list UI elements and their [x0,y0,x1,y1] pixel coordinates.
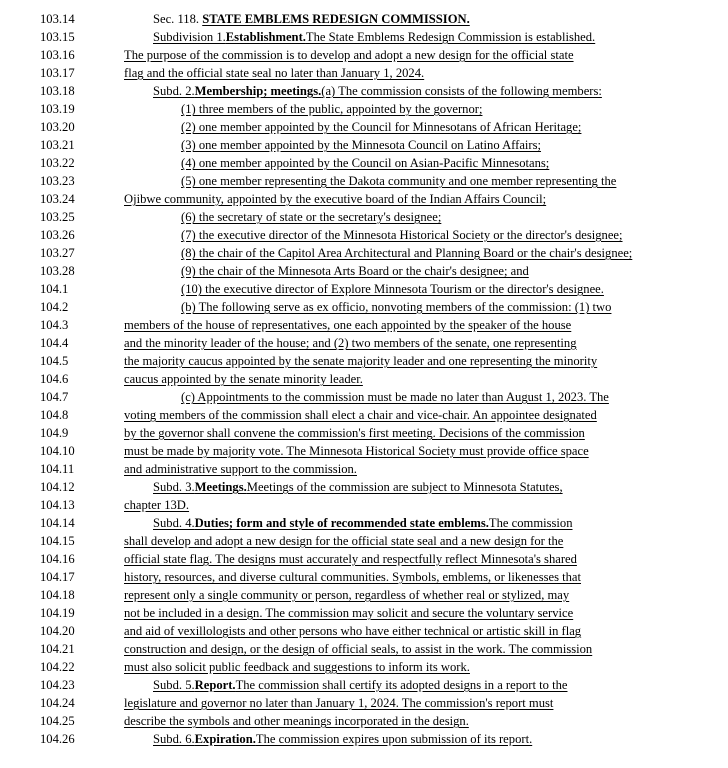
document-line [0,226,728,244]
text-run: Subd. 6. [153,732,195,746]
line-number: 104.9 [40,426,69,440]
document-line [0,100,728,118]
document-line [0,550,728,568]
document-line [0,244,728,262]
section-heading: Expiration. [194,732,256,746]
document-line [0,208,728,226]
line-text [124,694,553,712]
text-run: (4) one member appointed by the Council on Asian-Pacific Minnesotans; [181,156,550,170]
line-text [181,136,541,154]
line-number: 104.13 [40,498,75,512]
line-text [124,550,577,568]
line-number: 103.28 [40,264,75,278]
line-number: 104.11 [40,462,75,476]
line-number: 104.26 [40,732,75,746]
line-text [124,658,470,676]
line-number: 104.21 [40,642,75,656]
text-run: (a) The commission consists of the following members: [321,84,602,98]
document-line [0,316,728,334]
line-text [181,172,616,190]
document-line [0,136,728,154]
text-run: members of the house of representatives, one each appointed by the speaker of the house [124,318,572,332]
section-heading: Membership; meetings. [194,84,322,98]
line-text [181,208,441,226]
text-run: the majority caucus appointed by the senate majority leader and one representing the minority [124,354,598,368]
section-heading: Meetings. [194,480,247,494]
document-line [0,604,728,622]
line-text [124,352,597,370]
text-run: represent only a single community or person, regardless of whether real or stylized, may [124,588,570,602]
line-number: 104.22 [40,660,75,674]
line-number: 103.20 [40,120,75,134]
document-line [0,694,728,712]
text-run: Subdivision 1. [153,30,226,44]
line-number: 104.14 [40,516,75,530]
text-run: history, resources, and diverse cultural communities. Symbols, emblems, or likenesses that [124,570,582,584]
line-text [181,244,632,262]
line-number: 103.26 [40,228,75,242]
text-run: (6) the secretary of state or the secretary's designee; [181,210,442,224]
document-line [0,352,728,370]
line-text [124,442,589,460]
document-line [0,514,728,532]
line-text [124,424,585,442]
document-line [0,460,728,478]
text-run: legislature and governor no later than January 1, 2024. The commission's report must [124,696,554,710]
section-heading: STATE EMBLEMS REDESIGN COMMISSION. [202,12,470,26]
line-text [153,28,595,46]
document-line [0,442,728,460]
document-line [0,532,728,550]
document-line [0,730,728,748]
line-number: 103.14 [40,12,75,26]
document-line [0,388,728,406]
document-line [0,154,728,172]
line-text [181,280,604,298]
text-run: by the governor shall convene the commission's first meeting. Decisions of the commission [124,426,585,440]
line-text [124,64,424,82]
text-run: Subd. 5. [153,678,195,692]
text-run: Subd. 2. [153,84,195,98]
text-run: (10) the executive director of Explore Minnesota Tourism or the director's designee. [181,282,604,296]
text-run: (5) one member representing the Dakota community and one member representing the [181,174,617,188]
document-line [0,10,728,28]
text-run: (c) Appointments to the commission must be made no later than August 1, 2023. The [181,390,609,404]
line-text [153,478,563,496]
line-number: 103.27 [40,246,75,260]
line-number: 104.23 [40,678,75,692]
line-number: 104.10 [40,444,75,458]
line-number: 104.18 [40,588,75,602]
text-run: official state flag. The designs must accurately and respectfully reflect Minnesota's shared [124,552,577,566]
line-text [181,388,609,406]
line-text [124,316,571,334]
line-text [124,640,592,658]
text-run: not be included in a design. The commission may solicit and secure the voluntary service [124,606,574,620]
document-line [0,280,728,298]
line-text [181,100,482,118]
document-line [0,172,728,190]
text-run: The commission shall certify its adopted designs in a report to the [235,678,568,692]
text-run: (7) the executive director of the Minnesota Historical Society or the director's designee; [181,228,623,242]
line-text [181,226,623,244]
document-line [0,496,728,514]
line-text [124,568,581,586]
document-line [0,298,728,316]
line-text [181,118,581,136]
text-run: construction and design, or the design of official seals, to assist in the work. The commission [124,642,593,656]
line-number: 104.19 [40,606,75,620]
text-run: Meetings of the commission are subject to Minnesota Statutes, [246,480,563,494]
text-run: chapter 13D. [124,498,190,512]
line-number: 104.4 [40,336,69,350]
text-run: (1) three members of the public, appointed by the governor; [181,102,483,116]
text-run: (b) The following serve as ex officio, nonvoting members of the commission: (1) two [181,300,612,314]
text-run: (8) the chair of the Capitol Area Architectural and Planning Board or the chair's designee; [181,246,633,260]
line-text [124,334,577,352]
line-text [181,298,611,316]
line-text [124,370,363,388]
document-line [0,622,728,640]
text-run: The commission [488,516,573,530]
text-run: must also solicit public feedback and suggestions to inform its work. [124,660,470,674]
line-number: 103.25 [40,210,75,224]
line-number: 104.6 [40,372,69,386]
document-line [0,190,728,208]
text-run: Sec. 118. [153,12,203,26]
section-heading: Establishment. [225,30,306,44]
document-line [0,586,728,604]
line-text [124,622,581,640]
document-line [0,568,728,586]
text-run: caucus appointed by the senate minority leader. [124,372,363,386]
document-page [0,10,728,748]
line-text [124,712,469,730]
line-number: 104.5 [40,354,69,368]
document-line [0,478,728,496]
line-number: 104.2 [40,300,69,314]
line-number: 104.3 [40,318,69,332]
text-run: The State Emblems Redesign Commission is established. [305,30,596,44]
text-run: The purpose of the commission is to develop and adopt a new design for the official state [124,48,574,62]
line-number: 103.21 [40,138,75,152]
line-text [153,730,532,748]
line-text [153,514,573,532]
document-line [0,370,728,388]
line-text [124,406,597,424]
line-number: 104.16 [40,552,75,566]
line-text [124,532,563,550]
line-text [124,586,569,604]
line-number: 104.8 [40,408,69,422]
text-run: and the minority leader of the house; and (2) two members of the senate, one representing [124,336,577,350]
line-number: 104.20 [40,624,75,638]
text-run: (2) one member appointed by the Council for Minnesotans of African Heritage; [181,120,582,134]
line-text [181,262,529,280]
document-line [0,424,728,442]
line-number: 103.23 [40,174,75,188]
line-text [124,496,189,514]
line-text [153,10,470,28]
line-number: 103.16 [40,48,75,62]
document-line [0,262,728,280]
line-number: 103.24 [40,192,75,206]
text-run: shall develop and adopt a new design for the official state seal and a new design for the [124,534,564,548]
line-text [124,190,546,208]
text-run: Ojibwe community, appointed by the executive board of the Indian Affairs Council; [124,192,547,206]
text-run: flag and the official state seal no later than January 1, 2024. [124,66,425,80]
document-line [0,640,728,658]
document-line [0,46,728,64]
line-number: 103.18 [40,84,75,98]
line-text [124,46,574,64]
document-line [0,406,728,424]
line-number: 104.12 [40,480,75,494]
text-run: describe the symbols and other meanings incorporated in the design. [124,714,469,728]
document-line [0,676,728,694]
text-run: (3) one member appointed by the Minnesota Council on Latino Affairs; [181,138,542,152]
line-text [124,460,357,478]
text-run: must be made by majority vote. The Minnesota Historical Society must provide office space [124,444,589,458]
section-heading: Report. [194,678,236,692]
section-heading: Duties; form and style of recommended state emblems. [194,516,489,530]
document-line [0,658,728,676]
text-run: and aid of vexillologists and other persons who have either technical or artistic skill in flag [124,624,582,638]
line-number: 104.24 [40,696,75,710]
line-number: 104.15 [40,534,75,548]
document-line [0,334,728,352]
line-number: 104.17 [40,570,75,584]
line-number: 103.22 [40,156,75,170]
line-number: 103.19 [40,102,75,116]
line-number: 103.15 [40,30,75,44]
line-number: 104.25 [40,714,75,728]
text-run: Subd. 3. [153,480,195,494]
line-text [181,154,549,172]
text-run: (9) the chair of the Minnesota Arts Board or the chair's designee; and [181,264,529,278]
text-run: The commission expires upon submission of its report. [255,732,533,746]
document-line [0,28,728,46]
line-number: 104.1 [40,282,69,296]
line-number: 103.17 [40,66,75,80]
document-line [0,82,728,100]
text-run: voting members of the commission shall elect a chair and vice-chair. An appointee designated [124,408,597,422]
document-line [0,712,728,730]
document-line [0,64,728,82]
line-number: 104.7 [40,390,69,404]
document-line [0,118,728,136]
text-run: and administrative support to the commission. [124,462,357,476]
text-run: Subd. 4. [153,516,195,530]
line-text [153,82,602,100]
line-text [124,604,573,622]
line-text [153,676,567,694]
